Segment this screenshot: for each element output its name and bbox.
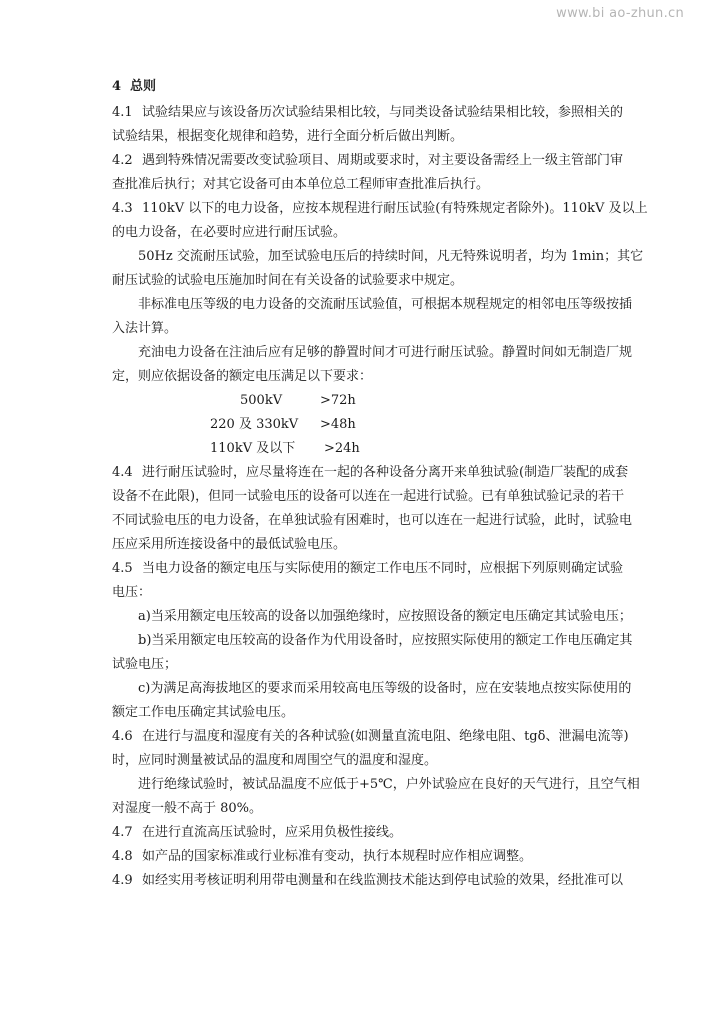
clause-4-5-item-b-line-2: 试验电压； <box>112 657 178 672</box>
clause-4-4-line-2: 设备不在此限)，但同一试验电压的设备可以连在一起进行试验。已有单独试验记录的若干 <box>112 489 625 504</box>
clause-4-6-line-1: 4.6 在进行与温度和湿度有关的各种试验(如测量直流电阻、绝缘电阻、tgδ、泄漏电流等) <box>112 729 629 744</box>
watermark: www.bi ao-zhun.cn <box>556 6 684 21</box>
section-heading <box>112 78 612 96</box>
clause-number: 4.3 <box>112 201 133 216</box>
clause-4-5-item-a: a)当采用额定电压较高的设备以加强绝缘时，应按照设备的额定电压确定其试验电压； <box>138 609 632 624</box>
clause-4-6-para-2-line-2: 对湿度一般不高于 80%。 <box>112 801 263 816</box>
standing-time: >24h <box>324 441 360 456</box>
clause-number: 4.4 <box>112 465 133 480</box>
voltage-level: 110kV 及以下 <box>210 441 296 456</box>
clause-4-5-item-c-line-1: c)为满足高海拔地区的要求而采用较高电压等级的设备时，应在安装地点按实际使用的 <box>138 681 632 696</box>
clause-4-3-para-3-line-2: 入法计算。 <box>112 321 178 336</box>
clause-number: 4.1 <box>112 105 133 120</box>
clause-4-3-para-4-line-1: 充油电力设备在注油后应有足够的静置时间才可进行耐压试验。静置时间如无制造厂规 <box>138 345 633 360</box>
document-body <box>112 78 648 890</box>
clause-4-7: 4.7 在进行直流高压试验时，应采用负极性接线。 <box>112 825 403 840</box>
clause-number: 4.6 <box>112 729 133 744</box>
voltage-standing-time-table <box>112 392 612 458</box>
voltage-row <box>112 392 612 410</box>
clause-number: 4.8 <box>112 849 133 864</box>
clause-4-3-para-3-line-1: 非标准电压等级的电力设备的交流耐压试验值，可根据本规程规定的相邻电压等级按插 <box>138 297 633 312</box>
clause-4-5-item-b-line-1: b)当采用额定电压较高的设备作为代用设备时，应按照实际使用的额定工作电压确定其 <box>138 633 633 648</box>
clause-4-6-para-2-line-1: 进行绝缘试验时，被试品温度不应低于+5℃，户外试验应在良好的天气进行，且空气相 <box>138 777 640 792</box>
clause-4-4-line-4: 压应采用所连接设备中的最低试验电压。 <box>112 537 347 552</box>
clause-4-3-para-2-line-2: 耐压试验的试验电压施加时间在有关设备的试验要求中规定。 <box>112 273 464 288</box>
clause-4-2-line-2: 查批准后执行；对其它设备可由本单位总工程师审查批准后执行。 <box>112 177 490 192</box>
voltage-row <box>112 440 612 458</box>
clause-4-3-para-4-line-2: 定，则应依据设备的额定电压满足以下要求： <box>112 369 373 384</box>
clause-4-9-line-1: 4.9 如经实用考核证明利用带电测量和在线监测技术能达到停电试验的效果，经批准可以 <box>112 873 624 888</box>
clause-4-4-line-3: 不同试验电压的电力设备，在单独试验有困难时，也可以连在一起进行试验，此时，试验电 <box>112 513 633 528</box>
clause-4-1-line-2: 试验结果，根据变化规律和趋势，进行全面分析后做出判断。 <box>112 129 464 144</box>
clause-4-5-item-c-line-2: 额定工作电压确定其试验电压。 <box>112 705 295 720</box>
clause-4-3-line-1: 4.3 110kV 以下的电力设备，应按本规程进行耐压试验(有特殊规定者除外)。110kV 及以上 <box>112 201 648 216</box>
voltage-level: 500kV <box>240 393 283 408</box>
clause-4-6-line-2: 时，应同时测量被试品的温度和周围空气的温度和湿度。 <box>112 753 438 768</box>
clause-4-5-line-1: 4.5 当电力设备的额定电压与实际使用的额定工作电压不同时，应根据下列原则确定试验 <box>112 561 624 576</box>
clause-4-3-line-2: 的电力设备，在必要时应进行耐压试验。 <box>112 225 347 240</box>
clause-number: 4.2 <box>112 153 133 168</box>
clause-4-5-line-2: 电压： <box>112 585 152 600</box>
clause-number: 4.5 <box>112 561 133 576</box>
section-number: 4 <box>112 79 122 94</box>
voltage-level: 220 及 330kV <box>210 417 299 432</box>
clause-4-8: 4.8 如产品的国家标准或行业标准有变动，执行本规程时应作相应调整。 <box>112 849 533 864</box>
clause-4-4-line-1: 4.4 进行耐压试验时，应尽量将连在一起的各种设备分离开来单独试验(制造厂装配的成套 <box>112 465 629 480</box>
clause-number: 4.7 <box>112 825 133 840</box>
standing-time: >72h <box>320 393 356 408</box>
clause-number: 4.9 <box>112 873 133 888</box>
clause-4-3-para-2-line-1: 50Hz 交流耐压试验，加至试验电压后的持续时间，凡无特殊说明者，均为 1min；其它 <box>138 249 644 264</box>
clause-4-1-line-1: 4.1 试验结果应与该设备历次试验结果相比较，与同类设备试验结果相比较，参照相关的 <box>112 105 624 120</box>
section-title: 总则 <box>130 79 157 94</box>
voltage-row <box>112 416 612 434</box>
standing-time: >48h <box>320 417 356 432</box>
clause-4-2-line-1: 4.2 遇到特殊情况需要改变试验项目、周期或要求时，对主要设备需经上一级主管部门审 <box>112 153 624 168</box>
